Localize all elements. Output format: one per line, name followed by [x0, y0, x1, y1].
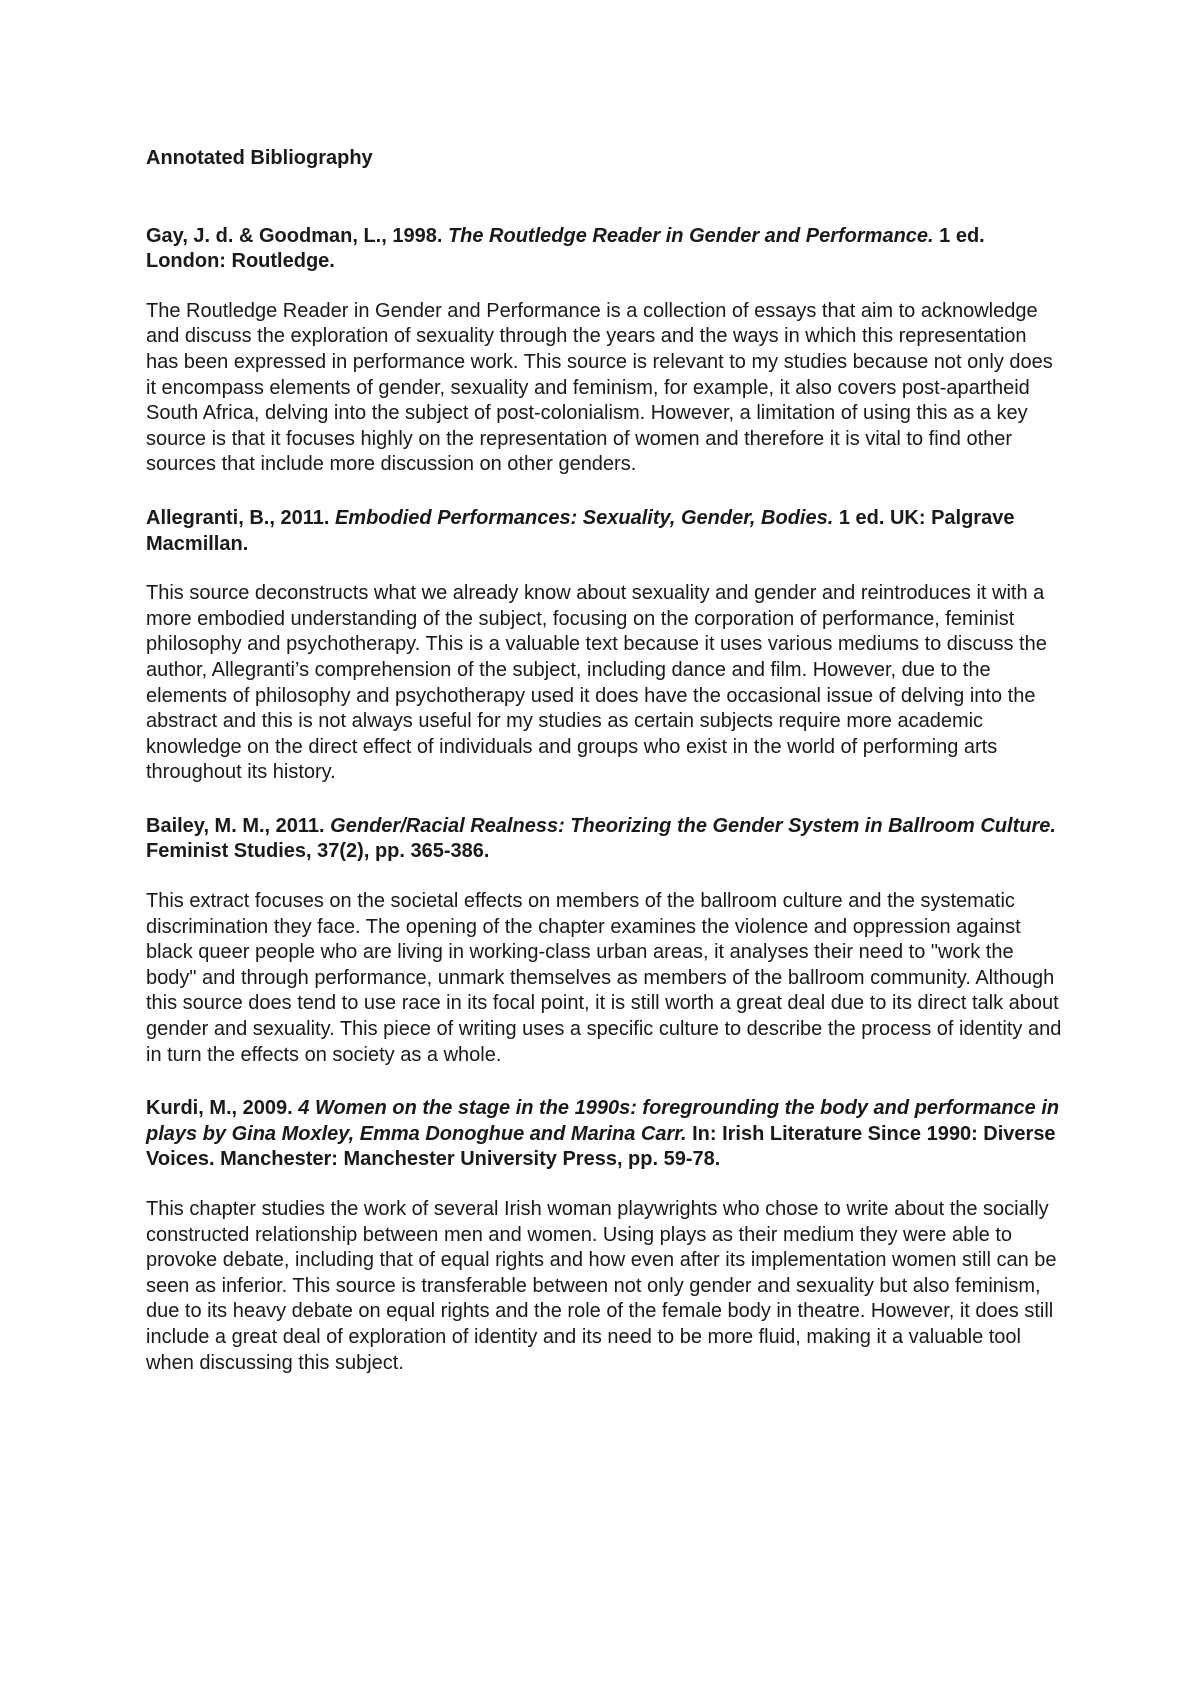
citation-publication: Feminist Studies, 37(2), pp. 365-386.	[146, 840, 490, 863]
citation	[146, 814, 1064, 865]
citation-publication: In: Irish Literature Since 1990: Diverse Voices. Manchester: Manchester University Press, pp. 59-78.	[146, 1122, 1056, 1171]
citation-publication: 1 ed. UK: Palgrave Macmillan.	[146, 506, 1015, 555]
annotation-text: This source deconstructs what we already know about sexuality and gender and reintroduces it with a more embodied understanding of the subject, focusing on the corporation of performance, feminist philosophy and psychotherapy. This is a valuable text because it uses various mediums to discuss the author, Allegranti’s comprehension of the subject, including dance and film. However, due to the elements of philosophy and psychotherapy used it does have the occasional issue of delving into the abstract and this is not always useful for my studies as certain subjects require more academic knowledge on the direct effect of individuals and groups who exist in the world of performing arts throughout its history.	[146, 582, 1047, 784]
annotation-text: This chapter studies the work of several Irish woman playwrights who chose to write about the socially constructed relationship between men and women. Using plays as their medium they were able to provoke debate, including that of equal rights and how even after its implementation women still can be seen as inferior. This source is transferable between not only gender and sexuality but also feminism, due to its heavy debate on equal rights and the role of the female body in theatre. However, it does still include a great deal of exploration of identity and its need to be more fluid, making it a valuable tool when discussing this subject.	[146, 1198, 1057, 1374]
citation-authors: Bailey, M. M., 2011.	[146, 814, 331, 837]
annotation-text: This extract focuses on the societal effects on members of the ballroom culture and the systematic discrimination they face. The opening of the chapter examines the violence and oppression against black queer people who are living in working-class urban areas, it analyses their need to "work the body" and through performance, unmark themselves as members of the ballroom community. Although this source does tend to use race in its focal point, it is still worth a great deal due to its direct talk about gender and sexuality. This piece of writing uses a specific culture to describe the process of identity and in turn the effects on society as a whole.	[146, 890, 1062, 1066]
citation-work-title: Embodied Performances: Sexuality, Gender, Bodies.	[334, 506, 834, 529]
citation-work-title: 4 Women on the stage in the 1990s: foregrounding the body and performance in plays by Gina Moxley, Emma Donoghue and Marina Carr.	[146, 1097, 1060, 1145]
citation-work-title: Gender/Racial Realness: Theorizing the Gender System in Ballroom Culture.	[330, 814, 1056, 837]
document-page	[146, 146, 1064, 1404]
citation-work-title: The Routledge Reader in Gender and Performance.	[447, 224, 934, 247]
bibliography-entry	[146, 224, 1064, 478]
citation	[146, 506, 1064, 557]
citation	[146, 1096, 1064, 1173]
annotation-text: The Routledge Reader in Gender and Performance is a collection of essays that aim to acknowledge and discuss the exploration of sexuality through the years and the ways in which this representation has been expressed in performance work. This source is relevant to my studies because not only does it encompass elements of gender, sexuality and feminism, for example, it also covers post-apartheid South Africa, delving into the subject of post-colonialism. However, a limitation of using this as a key source is that it focuses highly on the representation of women and therefore it is vital to find other sources that include more discussion on other genders.	[146, 299, 1053, 476]
citation-publication: 1 ed. London: Routledge.	[146, 224, 985, 273]
bibliography-entry	[146, 814, 1064, 1068]
bibliography-entry	[146, 506, 1064, 786]
citation-authors: Kurdi, M., 2009.	[146, 1097, 299, 1120]
citation-authors: Allegranti, B., 2011.	[146, 506, 335, 529]
bibliography-entry	[146, 1096, 1064, 1376]
page-title: Annotated Bibliography	[146, 147, 373, 169]
citation	[146, 224, 1064, 275]
citation-authors: Gay, J. d. & Goodman, L., 1998.	[146, 224, 448, 247]
